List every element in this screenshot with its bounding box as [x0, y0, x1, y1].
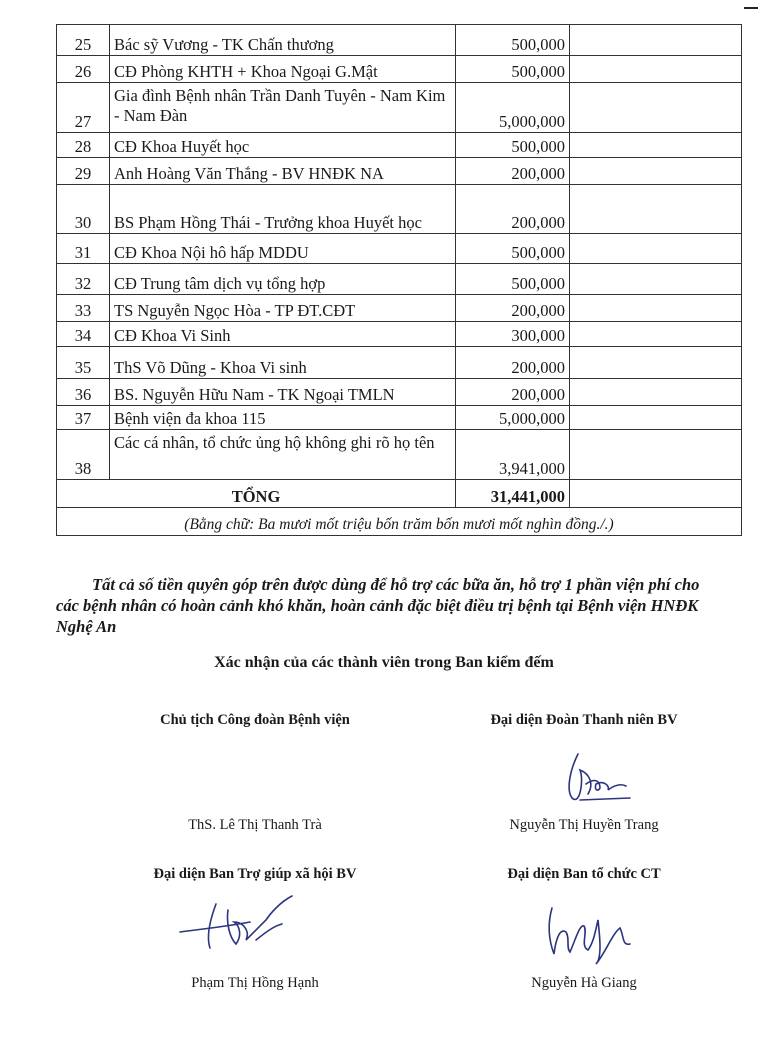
note-cell	[570, 322, 742, 347]
signatory-name: ThS. Lê Thị Thanh Trà	[188, 817, 322, 833]
row-number: 27	[57, 83, 110, 133]
table-row	[57, 430, 742, 480]
signatory-name: Nguyễn Hà Giang	[531, 975, 637, 991]
note-cell	[570, 133, 742, 158]
signatory-title: Đại diện Ban tổ chức CT	[507, 866, 661, 882]
table-row	[57, 25, 742, 56]
table-row	[57, 234, 742, 264]
donation-amount: 200,000	[456, 295, 570, 322]
table-row	[57, 83, 742, 133]
donor-name: CĐ Phòng KHTH + Khoa Ngoại G.Mật	[110, 56, 456, 83]
signatory-title: Đại diện Đoàn Thanh niên BV	[490, 712, 678, 728]
row-number: 32	[57, 264, 110, 295]
total-row	[57, 480, 742, 508]
row-number: 31	[57, 234, 110, 264]
donation-table	[56, 24, 742, 536]
amount-in-words: (Bằng chữ: Ba mươi mốt triệu bốn trăm bốn mươi mốt nghìn đồng./.)	[57, 508, 742, 536]
note-cell	[570, 295, 742, 322]
row-number: 34	[57, 322, 110, 347]
donation-amount: 200,000	[456, 347, 570, 379]
table-row	[57, 406, 742, 430]
table-row	[57, 264, 742, 295]
note-cell	[570, 25, 742, 56]
donor-name: BS Phạm Hồng Thái - Trưởng khoa Huyết học	[110, 185, 456, 234]
row-number: 28	[57, 133, 110, 158]
table-row	[57, 322, 742, 347]
note-cell	[570, 234, 742, 264]
signatory-name: Phạm Thị Hồng Hạnh	[191, 975, 319, 991]
donation-amount: 3,941,000	[456, 430, 570, 480]
note-cell	[570, 83, 742, 133]
donor-name: Gia đình Bệnh nhân Trần Danh Tuyên - Nam Kim - Nam Đàn	[110, 83, 456, 133]
row-number: 38	[57, 430, 110, 480]
donation-amount: 500,000	[456, 234, 570, 264]
donor-name: ThS Võ Dũng - Khoa Vi sinh	[110, 347, 456, 379]
note-cell	[570, 379, 742, 406]
table-row	[57, 379, 742, 406]
table-row	[57, 56, 742, 83]
note-cell	[570, 56, 742, 83]
row-number: 36	[57, 379, 110, 406]
signature-mark	[560, 750, 640, 810]
signatory-title: Đại diện Ban Trợ giúp xã hội BV	[153, 866, 357, 882]
donation-amount: 200,000	[456, 379, 570, 406]
donation-amount: 500,000	[456, 25, 570, 56]
total-amount: 31,441,000	[456, 480, 570, 508]
signature-mark	[540, 898, 640, 968]
donor-name: Anh Hoàng Văn Thắng - BV HNĐK NA	[110, 158, 456, 185]
signature-mark	[170, 892, 310, 962]
donation-amount: 200,000	[456, 185, 570, 234]
donation-amount: 500,000	[456, 133, 570, 158]
note-cell	[570, 185, 742, 234]
note-cell	[570, 264, 742, 295]
donation-amount: 200,000	[456, 158, 570, 185]
total-label: TỔNG	[57, 480, 456, 508]
note-cell	[570, 480, 742, 508]
table-row	[57, 133, 742, 158]
donor-name: CĐ Khoa Vi Sinh	[110, 322, 456, 347]
row-number: 29	[57, 158, 110, 185]
table-row	[57, 347, 742, 379]
row-number: 30	[57, 185, 110, 234]
signatory-title: Chủ tịch Công đoàn Bệnh viện	[160, 712, 350, 728]
donation-amount: 5,000,000	[456, 406, 570, 430]
confirmation-heading: Xác nhận của các thành viên trong Ban kiểm đếm	[214, 654, 554, 671]
donation-amount: 300,000	[456, 322, 570, 347]
table-row	[57, 295, 742, 322]
table-row	[57, 158, 742, 185]
donor-name: Các cá nhân, tổ chức ủng hộ không ghi rõ họ tên	[110, 430, 456, 480]
donor-name: BS. Nguyễn Hữu Nam - TK Ngoại TMLN	[110, 379, 456, 406]
corner-mark	[744, 7, 758, 9]
row-number: 25	[57, 25, 110, 56]
donation-amount: 500,000	[456, 56, 570, 83]
signatory-name: Nguyễn Thị Huyền Trang	[509, 817, 659, 833]
donor-name: CĐ Trung tâm dịch vụ tổng hợp	[110, 264, 456, 295]
donor-name: TS Nguyễn Ngọc Hòa - TP ĐT.CĐT	[110, 295, 456, 322]
note-cell	[570, 430, 742, 480]
table-row	[57, 185, 742, 234]
note-cell	[570, 347, 742, 379]
donation-amount: 5,000,000	[456, 83, 570, 133]
donation-amount: 500,000	[456, 264, 570, 295]
note-cell	[570, 406, 742, 430]
donor-name: Bác sỹ Vương - TK Chấn thương	[110, 25, 456, 56]
donor-name: CĐ Khoa Nội hô hấp MDDU	[110, 234, 456, 264]
row-number: 33	[57, 295, 110, 322]
note-cell	[570, 158, 742, 185]
donor-name: Bệnh viện đa khoa 115	[110, 406, 456, 430]
donor-name: CĐ Khoa Huyết học	[110, 133, 456, 158]
amount-in-words-row	[57, 508, 742, 536]
row-number: 35	[57, 347, 110, 379]
usage-statement: Tất cả số tiền quyên góp trên được dùng để hỗ trợ các bữa ăn, hỗ trợ 1 phần viện phí cho các bệnh nhân có hoàn cảnh khó khăn, hoàn cảnh đặc biệt điều trị bệnh tại Bệnh viện HNĐK Nghệ An	[56, 575, 700, 636]
row-number: 26	[57, 56, 110, 83]
row-number: 37	[57, 406, 110, 430]
